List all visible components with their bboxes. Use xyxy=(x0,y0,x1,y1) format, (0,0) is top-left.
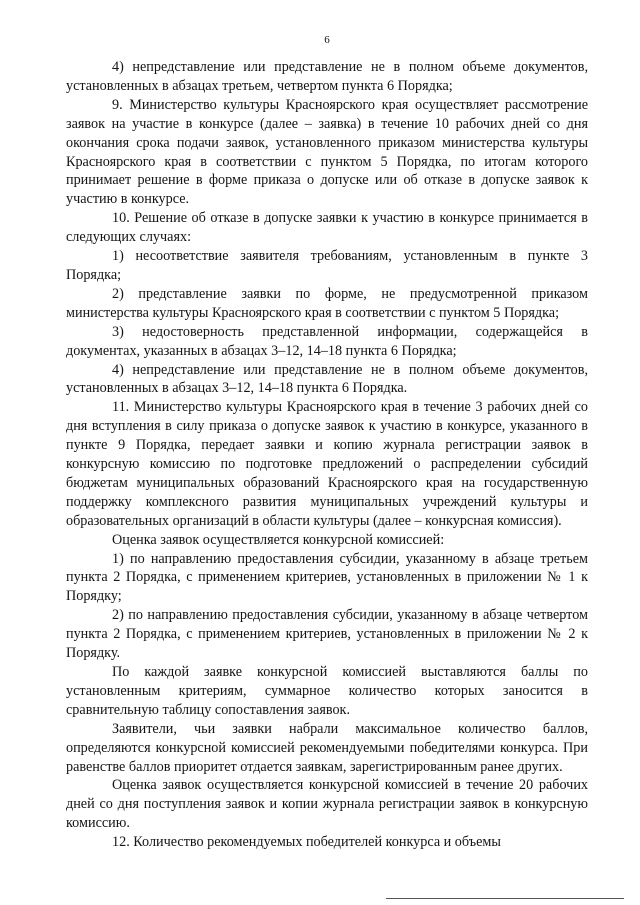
paragraph-evaluation-item-1: 1) по направлению предоставления субсидии, указанному в абзаце третьем пункта 2 Порядка, с применением критериев, установленных в приложении № 1 к Порядку; xyxy=(66,550,588,605)
paragraph-10-item-3: 3) недостоверность представленной информации, содержащейся в документах, указанных в абзацах 3–12, 14–18 пункта 6 Порядка; xyxy=(66,323,588,359)
page-number: 6 xyxy=(324,34,330,46)
paragraph-10-item-4: 4) непредставление или представление не в полном объеме документов, установленных в абзацах 3–12, 14–18 пункта 6 Порядка. xyxy=(66,361,588,397)
paragraph-item-4-cont: 4) непредставление или представление не в полном объеме документов, установленных в абзацах третьем, четвертом пункта 6 Порядка; xyxy=(66,59,588,94)
paragraph-winners: Заявители, чьи заявки набрали максимальное количество баллов, определяются конкурсной комиссией рекомендуемыми победителями конкурса. При равенстве баллов приоритет отдается заявкам, зарегистрированным ранее других. xyxy=(66,720,588,775)
paragraph-9: 9. Министерство культуры Красноярского края осуществляет рассмотрение заявок на участие в конкурсе (далее – заявка) в течение 10 рабочих дней со дня окончания срока подачи заявок, установленного приказом министерства культуры Красноярского края в соответствии с пунктом 5 Порядка, по итогам которого принимает решение в форме приказа о допуске или об отказе в допуске заявок к участию в конкурсе. xyxy=(66,96,588,208)
scan-edge-line xyxy=(386,898,624,899)
paragraph-evaluation-item-2: 2) по направлению предоставления субсидии, указанному в абзаце четвертом пункта 2 Порядка, с применением критериев, установленных в приложении № 2 к Порядку. xyxy=(66,607,588,662)
paragraph-12: 12. Количество рекомендуемых победителей конкурса и объемы xyxy=(112,834,501,851)
paragraph-10-item-2: 2) представление заявки по форме, не предусмотренной приказом министерства культуры Красноярского края в соответствии с пунктом 5 Порядка; xyxy=(66,285,588,321)
paragraph-10-item-1: 1) несоответствие заявителя требованиям, установленным в пункте 3 Порядка; xyxy=(66,248,588,283)
paragraph-scoring: По каждой заявке конкурсной комиссией выставляются баллы по установленным критериям, суммарное количество которых заносится в сравнительную таблицу сопоставления заявок. xyxy=(66,664,588,718)
paragraph-11: 11. Министерство культуры Красноярского края в течение 3 рабочих дней со дня вступления в силу приказа о допуске заявок к участию в конкурсе, указанного в пункте 9 Порядка, передает заявки и копию журнала регистрации заявок в конкурсную комиссию по подготовке предложений о распределении субсидий бюджетам муниципальных образований Красноярского края на государственную поддержку комплексного развития муниципальных учреждений культуры и образовательных организаций в области культуры (далее – конкурсная комиссия). xyxy=(66,399,588,529)
paragraph-evaluation-intro: Оценка заявок осуществляется конкурсной комиссией: xyxy=(112,531,445,548)
paragraph-10: 10. Решение об отказе в допуске заявки к участию в конкурсе принимается в следующих случаях: xyxy=(66,210,588,246)
paragraph-evaluation-term: Оценка заявок осуществляется конкурсной комиссией в течение 20 рабочих дней со дня поступления заявок и копии журнала регистрации заявок в конкурсную комиссию. xyxy=(66,777,588,832)
document-body xyxy=(66,58,588,852)
